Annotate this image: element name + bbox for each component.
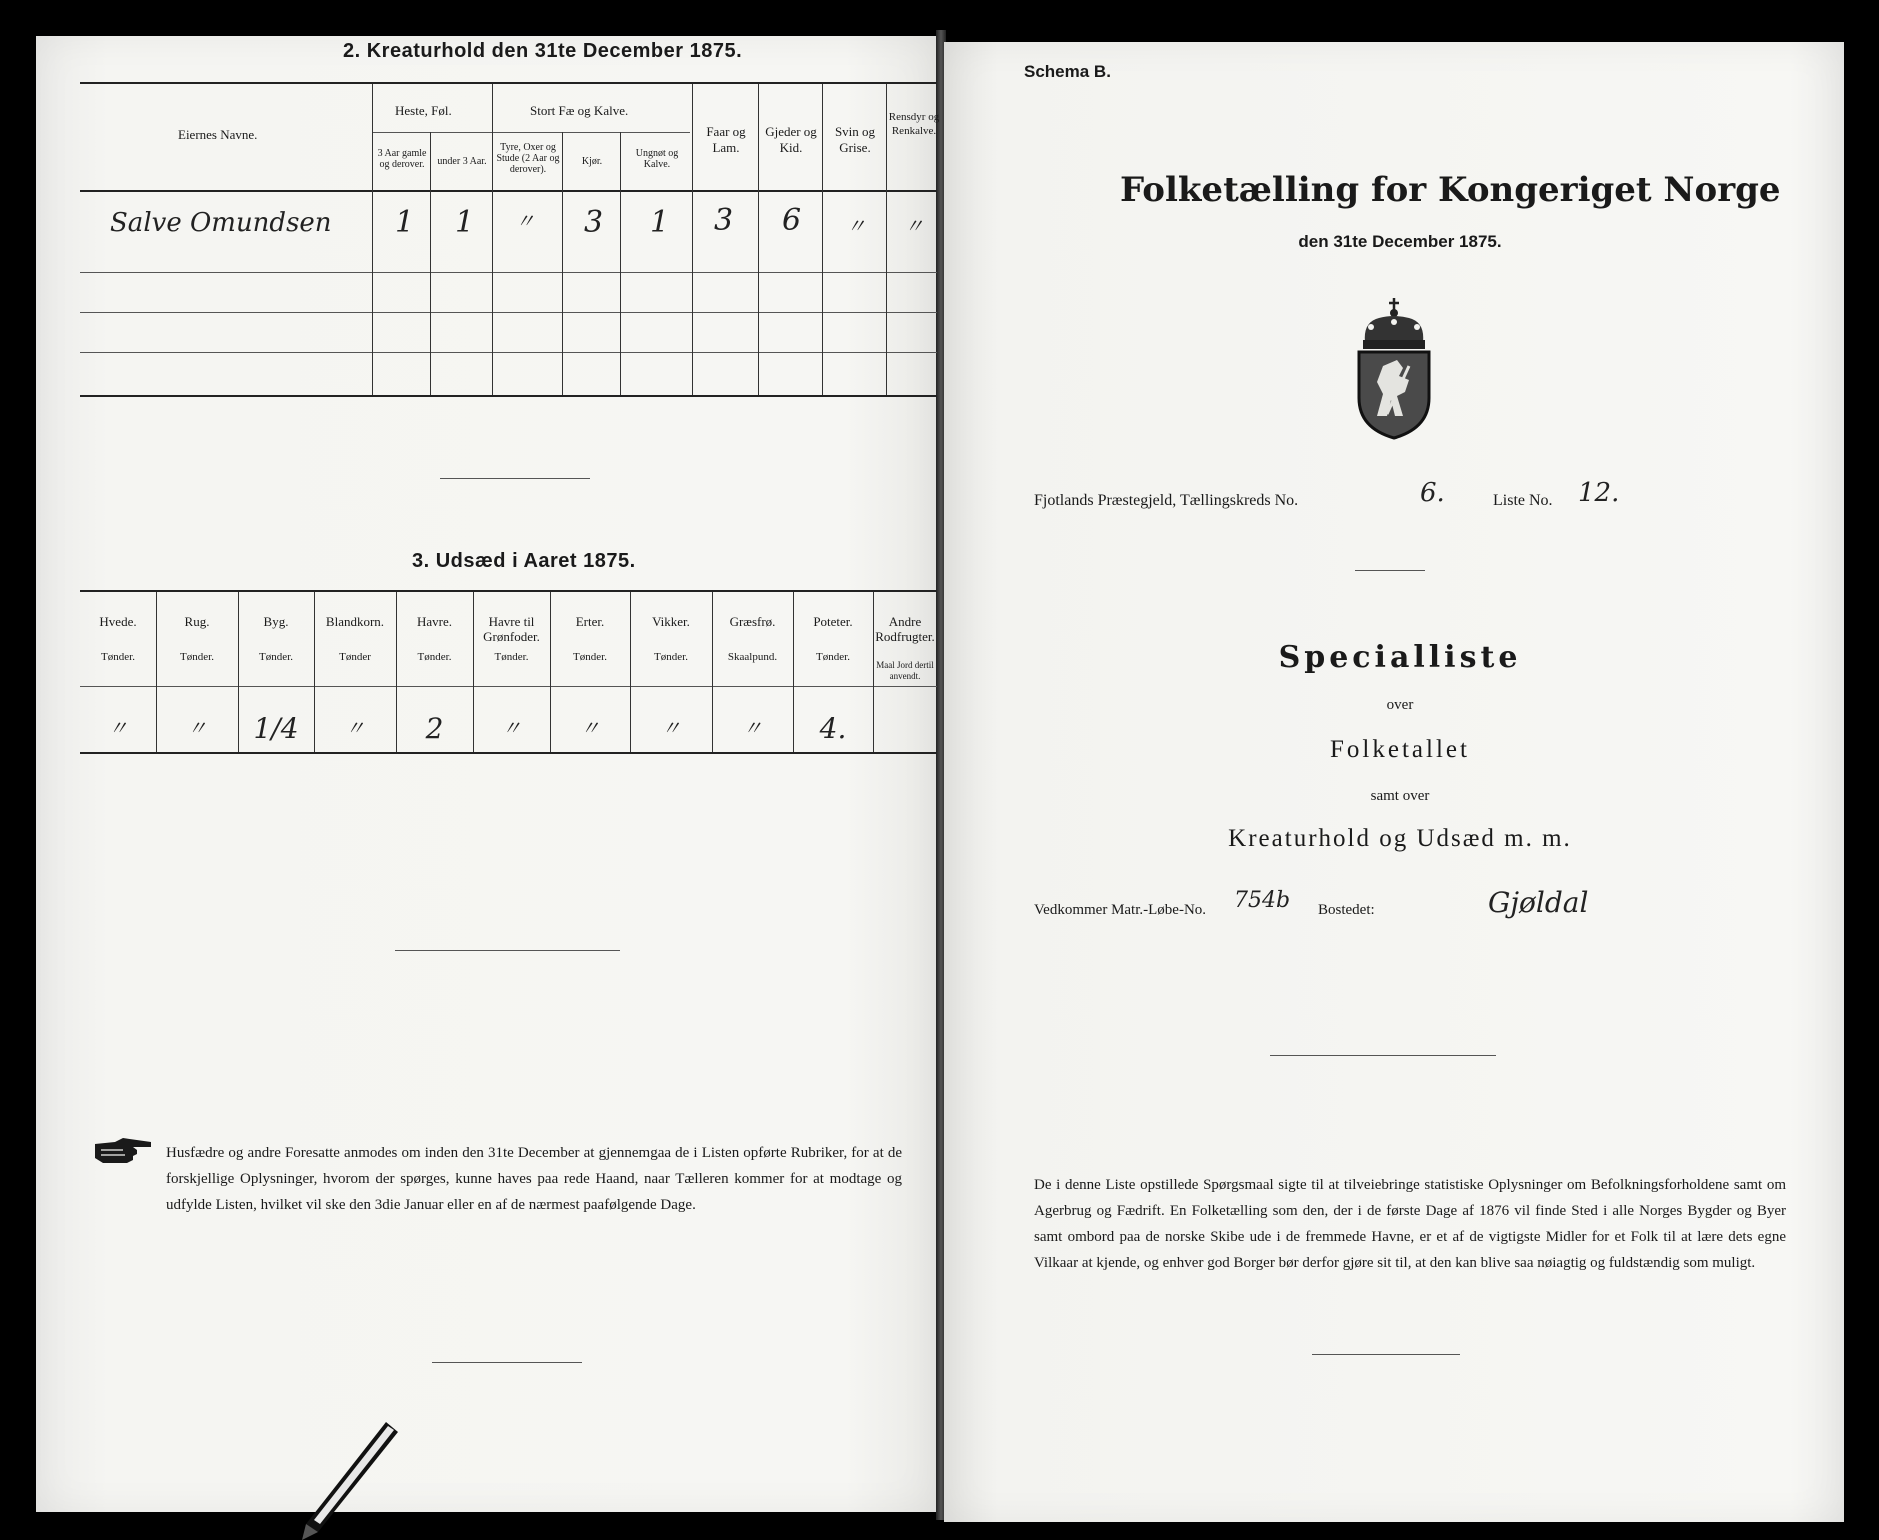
value-calves: 1 [650, 205, 670, 240]
folketallet-label: Folketallet [1330, 736, 1470, 763]
pen-icon [300, 1420, 400, 1540]
value-reindeer: 〃 [904, 214, 924, 238]
seed-col-header: Vikker. [652, 614, 690, 629]
seed-col-unit: Maal Jord dertil anvendt. [876, 660, 934, 681]
notice-text: Husfædre og andre Foresatte anmodes om inden den 31te December at gjennemgaa de i Listen opførte Rubriker, for at de forskjellige Oplysninger, hvorom der spørges, kunne haves paa rede Haand, naar Tælleren kommer for at modtage og udfylde Listen, hvilket vil ske den 3die Januar eller en af de nærmest paafølgende Dage. [166, 1145, 902, 1213]
value-sheep: 3 [714, 203, 734, 238]
col-sheep-header: Faar og Lam. [706, 124, 746, 155]
kreaturhold-label: Kreaturhold og Udsæd m. m. [1228, 825, 1572, 852]
value-horses-old: 1 [395, 205, 415, 240]
seed-col-unit: Tønder. [494, 651, 529, 663]
seed-col-value: 1/4 [253, 712, 299, 745]
seed-col-value: 4. [819, 712, 847, 745]
seed-col-header: Hvede. [99, 614, 137, 629]
seed-col-unit: Tønder. [654, 651, 688, 663]
seed-col-header: Blandkorn. [325, 614, 385, 629]
samt-over-label: samt over [1370, 788, 1430, 804]
col-pigs-header: Svin og Grise. [834, 124, 876, 155]
value-goats: 6 [782, 203, 802, 238]
col-owner-header: Eiernes Navne. [178, 127, 258, 142]
seed-col-header: Poteter. [813, 614, 853, 629]
footer-text: De i denne Liste opstillede Spørgsmaal sigte til at tilveiebringe statistiske Oplysninger om Befolkningsforholdene samt om Agerbrug og Fædrift. En Folketælling som den, der i de første Dage af 1876 vil finde Sted i alle Norges Bygder og Byer samt ombord paa de norske Skibe ude i de fremmede Havne, er et af de vigtigste Midler for et Folk til at lære dets egne Vilkaar at kjende, og enhver god Borger bør derfor gjøre sit til, at den kan blive saa nøiagtig og fuldstændig som muligt. [1034, 1177, 1786, 1271]
seed-col-header: Havre. [416, 614, 452, 629]
seed-col-value: 〃 [501, 716, 522, 740]
separator [395, 950, 620, 951]
seed-col-value: 〃 [661, 716, 681, 740]
sub-horses-young: under 3 Aar. [437, 156, 487, 167]
matr-label: Vedkommer Matr.-Løbe-No. [1034, 902, 1207, 918]
left-page [36, 36, 936, 1512]
right-page [944, 42, 1844, 1522]
bosted-label: Bostedet: [1318, 902, 1375, 918]
seed-col-unit: Tønder. [816, 651, 850, 663]
value-horses-young: 1 [455, 205, 475, 240]
col-goats-header: Gjeder og Kid. [765, 124, 817, 155]
seed-col-header: Græsfrø. [729, 614, 776, 629]
table2-header-rule [80, 190, 937, 192]
sub-horses-old: 3 Aar gamle og derover. [377, 148, 427, 170]
seed-col-unit: Tønder [339, 651, 371, 663]
list-number: 12. [1578, 478, 1620, 508]
seed-col-header: Rug. [184, 614, 210, 629]
col-cattle-header: Stort Fæ og Kalve. [530, 103, 629, 118]
specialliste-title: Specialliste [1278, 640, 1522, 675]
separator [1312, 1354, 1460, 1355]
sub-bulls: Tyre, Oxer og Stude (2 Aar og derover). [496, 142, 560, 175]
separator [440, 478, 590, 479]
separator [1355, 570, 1425, 571]
pointing-hand-icon [93, 1136, 155, 1166]
seed-col-unit: Tønder. [573, 651, 607, 663]
parish-label: Fjotlands Præstegjeld, Tællingskreds No. [1034, 492, 1299, 509]
seed-col-value: 2 [425, 712, 444, 745]
matr-number: 754b [1234, 888, 1291, 913]
value-cows: 3 [584, 205, 604, 240]
section3-title: 3. Udsæd i Aaret 1875. [412, 550, 636, 572]
over-label: over [1386, 697, 1414, 713]
census-title: Folketælling for Kongeriget Norge [1120, 170, 1781, 210]
seed-col-unit: Tønder. [417, 651, 452, 663]
seed-col-header: Andre Rodfrugter. [875, 614, 935, 644]
seed-col-unit: Tønder. [180, 651, 214, 663]
section2-title: 2. Kreaturhold den 31te December 1875. [343, 40, 743, 62]
seed-col-value: 〃 [187, 716, 207, 740]
col-horses-header: Heste, Føl. [395, 103, 452, 118]
schema-label: Schema B. [1024, 62, 1111, 81]
seed-col-unit: Tønder. [259, 651, 293, 663]
seed-col-unit: Tønder. [101, 651, 135, 663]
bosted-value: Gjøldal [1488, 886, 1589, 919]
seed-col-value: 〃 [580, 716, 600, 740]
value-bulls: 〃 [515, 209, 535, 233]
owner-name: Salve Omundsen [110, 208, 332, 238]
seed-col-value: 〃 [345, 716, 365, 740]
separator [1270, 1055, 1496, 1056]
sub-calves: Ungnøt og Kalve. [635, 148, 679, 170]
coat-of-arms-icon [1349, 296, 1439, 440]
district-number: 6. [1420, 478, 1445, 508]
seed-col-header: Byg. [263, 614, 289, 629]
table2-bottom-rule [80, 395, 937, 397]
table2-top-rule [80, 82, 937, 84]
col-reindeer-header: Rensdyr og Renkalve. [888, 111, 940, 137]
seed-col-unit: Skaalpund. [727, 651, 778, 663]
separator [432, 1362, 582, 1363]
seed-col-value: 〃 [742, 716, 763, 740]
value-pigs: 〃 [846, 214, 866, 238]
seed-col-value: 〃 [108, 716, 128, 740]
sub-cows: Kjør. [581, 156, 603, 167]
list-label: Liste No. [1493, 492, 1553, 509]
seed-col-header: Erter. [575, 614, 605, 629]
census-date: den 31te December 1875. [1298, 232, 1502, 251]
seed-col-header: Havre til Grønfoder. [483, 614, 540, 644]
